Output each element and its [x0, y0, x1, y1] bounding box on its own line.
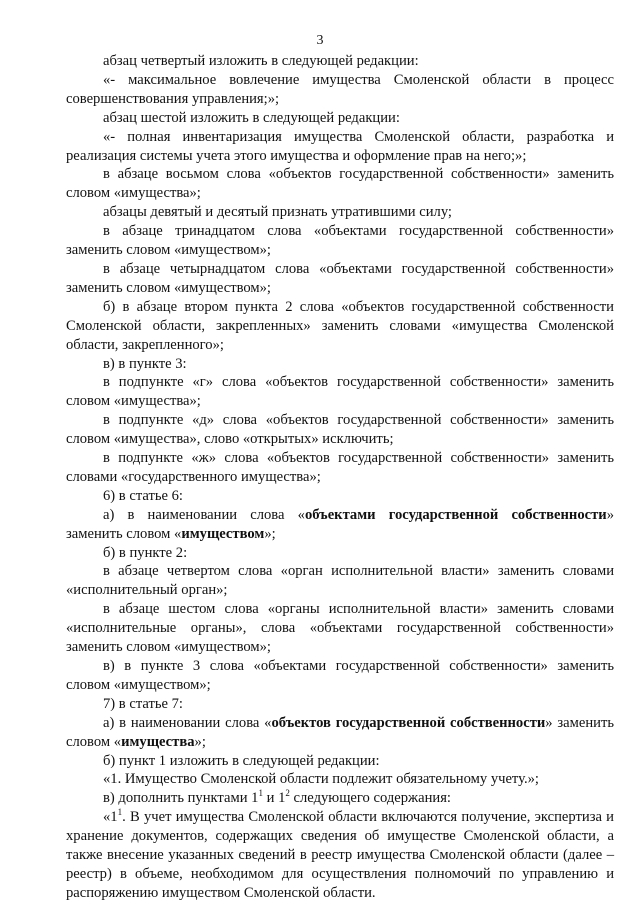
paragraph: в подпункте «ж» слова «объектов государственной собственности» заменить словами «государственного имущества»; — [66, 450, 614, 485]
paragraph — [66, 789, 614, 808]
paragraph: «1. Имущество Смоленской области подлежит обязательному учету.»; — [103, 771, 539, 788]
paragraph — [66, 506, 614, 544]
paragraph: «- максимальное вовлечение имущества Смоленской области в процесс совершенствования управления;»; — [66, 71, 614, 107]
paragraph: в абзаце четвертом слова «орган исполнительной власти» заменить словами «исполнительный орган»; — [66, 563, 614, 599]
text-segment: и 1 — [262, 790, 286, 807]
paragraph: абзацы девятый и десятый признать утратившими силу; — [103, 204, 452, 221]
paragraph: в абзаце тринадцатом слова «объектами государственной собственности» заменить словом «имуществом»; — [66, 223, 614, 259]
paragraph: б) пункт 1 изложить в следующей редакции: — [103, 752, 380, 769]
paragraph: в подпункте «д» слова «объектов государственной собственности» заменить словом «имущества», слово «открытых» исключить; — [66, 412, 614, 448]
text-segment: »; — [264, 525, 276, 542]
paragraph: б) в абзаце втором пункта 2 слова «объектов государственной собственности Смоленской области, закрепленных» заменить словами «имущества Смоленской области, закрепленного»; — [66, 298, 614, 353]
paragraph: в) в пункте 3 слова «объектами государственной собственности» заменить словом «имуществом»; — [66, 658, 614, 693]
bold-text: объектов государственной собственности — [271, 714, 546, 731]
text-segment: «1 — [103, 809, 118, 826]
paragraph: абзац четвертый изложить в следующей редакции: — [103, 53, 419, 69]
text-segment: следующего содержания: — [289, 790, 451, 807]
text-segment: в) дополнить пунктами 1 — [103, 790, 259, 807]
superscript-text: 1 — [117, 807, 123, 818]
paragraph: в) в пункте 3: — [103, 355, 187, 372]
document-body — [66, 52, 614, 903]
bold-text: объектами государственной собственности — [304, 506, 607, 523]
paragraph: в абзаце шестом слова «органы исполнительной власти» заменить словами «исполнительные органы», слова «объектами государственной собственности» заменить словом «имуществом»; — [66, 601, 614, 656]
paragraph: 6) в статье 6: — [103, 487, 183, 504]
text-segment: а) в наименовании слова « — [103, 506, 305, 523]
text-segment: »; — [194, 733, 206, 750]
paragraph: «- полная инвентаризация имущества Смоленской области, разработка и реализация системы учета этого имущества и оформление прав на него;»; — [66, 128, 614, 164]
paragraph: в абзаце четырнадцатом слова «объектами государственной собственности» заменить словом «имуществом»; — [66, 260, 614, 296]
text-segment: » заменить словом « — [66, 506, 614, 542]
paragraph — [66, 714, 614, 752]
paragraph: б) в пункте 2: — [103, 544, 188, 561]
text-segment: . В учет имущества Смоленской области включаются получение, экспертиза и хранение документов, содержащих сведения об имуществе Смоленской области, а также внесение указанных сведений в реестр имущества Смоленской области (далее – реестр) в объеме, необходимом для осуществления полномочий по управлению и распоряжению имуществом Смоленской области. — [66, 809, 614, 901]
page-number: 3 — [316, 33, 324, 48]
bold-text: имущества — [121, 733, 195, 750]
paragraph — [66, 808, 614, 903]
text-segment: » заменить словом « — [66, 714, 614, 750]
superscript-text: 2 — [285, 788, 290, 799]
paragraph: 7) в статье 7: — [103, 695, 183, 712]
text-segment: а) в наименовании слова « — [103, 714, 272, 731]
superscript-text: 1 — [258, 788, 263, 799]
paragraph: в абзаце восьмом слова «объектов государственной собственности» заменить словом «имущества»; — [66, 166, 614, 202]
paragraph: в подпункте «г» слова «объектов государственной собственности» заменить словом «имущества»; — [66, 374, 614, 410]
bold-text: имуществом — [181, 525, 265, 542]
paragraph: абзац шестой изложить в следующей редакции: — [103, 109, 400, 126]
